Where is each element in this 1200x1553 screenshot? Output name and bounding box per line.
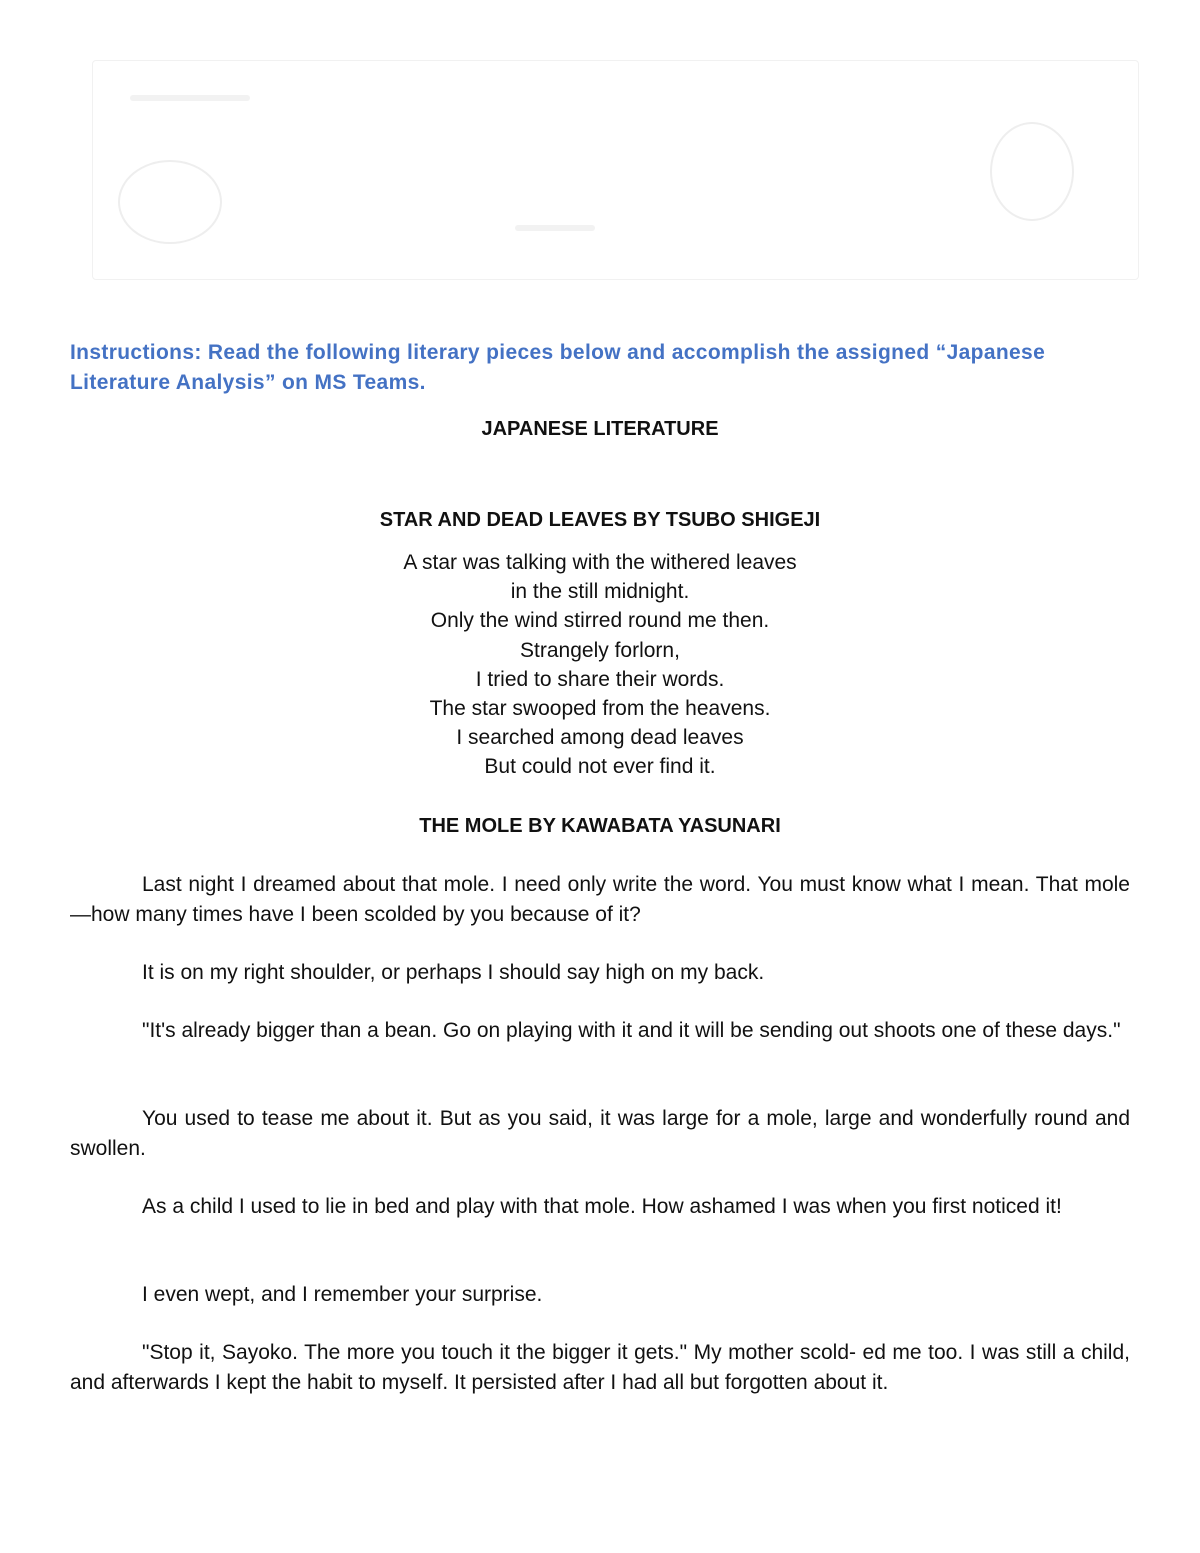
poem-body <box>0 548 1200 782</box>
instructions-text: Instructions: Read the following literary pieces below and accomplish the assigned “Japanese Literature Analysis” on MS Teams. <box>70 341 1046 394</box>
main-heading: JAPANESE LITERATURE <box>481 418 719 440</box>
faint-seal-left-icon <box>118 160 222 244</box>
story-paragraph: "It's already bigger than a bean. Go on playing with it and it will be sending out shoots one of these days." <box>142 1019 1121 1042</box>
story-paragraph: It is on my right shoulder, or perhaps I should say high on my back. <box>142 961 765 984</box>
poem-line: The star swooped from the heavens. <box>429 697 771 721</box>
story-paragraph: "Stop it, Sayoko. The more you touch it the bigger it gets." My mother scold- ed me too. I was still a child, and afterwards I kept the habit to myself. It persisted after I had all but forgotten about it. <box>70 1341 1130 1394</box>
faint-header-mark <box>130 95 250 101</box>
story-paragraph: As a child I used to lie in bed and play with that mole. How ashamed I was when you first noticed it! <box>142 1195 1062 1218</box>
story-paragraph: Last night I dreamed about that mole. I need only write the word. You must know what I mean. That mole—how many times have I been scolded by you because of it? <box>70 873 1130 926</box>
poem-line: Only the wind stirred round me then. <box>430 609 770 633</box>
faint-header-mark <box>515 225 595 231</box>
faint-seal-right-icon <box>990 122 1074 221</box>
story-paragraph: I even wept, and I remember your surprise. <box>142 1283 543 1306</box>
story-paragraph: You used to tease me about it. But as you said, it was large for a mole, large and wonderfully round and swollen. <box>70 1107 1130 1160</box>
poem-line: A star was talking with the withered leaves <box>403 551 797 574</box>
faint-letterhead <box>92 60 1139 280</box>
poem-line: But could not ever find it. <box>484 755 716 779</box>
poem-line: I searched among dead leaves <box>456 726 744 750</box>
poem-title: STAR AND DEAD LEAVES BY TSUBO SHIGEJI <box>379 509 821 531</box>
poem-line: Strangely forlorn, <box>520 638 680 662</box>
poem-line: I tried to share their words. <box>475 667 725 691</box>
poem-line: in the still midnight. <box>510 580 690 604</box>
story-title: THE MOLE BY KAWABATA YASUNARI <box>419 815 781 837</box>
